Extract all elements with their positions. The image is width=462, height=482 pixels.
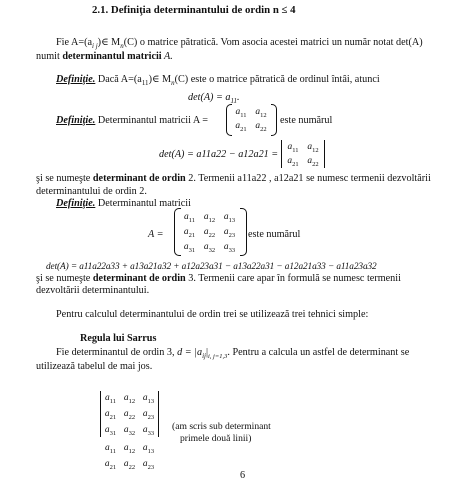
- definition-label: Definiţie.: [56, 74, 96, 85]
- sarrus-note-1: (am scris sub determinant: [172, 421, 271, 432]
- det-2-left-bar: [281, 140, 282, 168]
- matrix-2-right-bracket: [271, 104, 277, 136]
- matrix-3: $a_{11}$ $a_{12}$ $a_{13}$ $a_{21}$ $a_{22}$ $a_{23}$ $a_{31}$ $a_{32}$ $a_{33}$: [183, 212, 236, 254]
- sarrus-line-2: utilizează tabelul de mai jos.: [36, 361, 153, 372]
- definition-1: Definiţie. Dacă $A=(a_{11})\in$ $M_n(C)$ este o matrice pătratică de ordinul întâi, atunci: [56, 74, 380, 88]
- definition-3-formula: det(A) = a11a22a33 + a13a21a32 + a12a23a31 − a13a22a31 − a12a21a33 − a11a23a32: [46, 262, 377, 272]
- matrix-3-right-bracket: [240, 208, 247, 256]
- determinant-2: $a_{11}$ $a_{12}$ $a_{21}$ $a_{22}$: [287, 142, 319, 168]
- definition-2-formula: det(A) = a11a22 − a12a21 =: [159, 149, 279, 160]
- definition-label: Definiţie.: [56, 115, 96, 126]
- definition-2-explanation-2: determinantului de ordin 2.: [36, 186, 147, 197]
- definition-3-explanation-2: dezvoltării determinantului.: [36, 285, 150, 296]
- matrix-3-prefix: A =: [148, 229, 164, 240]
- sarrus-table: $a_{11}$ $a_{12}$ $a_{13}$ $a_{21}$ $a_{22}$ $a_{23}$ $a_{31}$ $a_{32}$ $a_{33}$ $a_{11}$ $a_{12}$ $a_{13}$ $a_{21}$ $a_{22}$ $a_{23}$: [104, 393, 155, 471]
- section-title: 2.1. Definiţia determinantului de ordin n ≤ 4: [92, 4, 296, 16]
- matrix-2: $a_{11}$ $a_{12}$ $a_{21}$ $a_{22}$: [235, 107, 267, 133]
- definition-3-suffix: este numărul: [248, 229, 301, 240]
- definition-3-explanation: şi se numeşte determinant de ordin 3. Termenii care apar în formulă se numesc termenii: [36, 273, 401, 284]
- intro-line-2: numit determinantul matricii A.: [36, 51, 173, 62]
- sarrus-title: Regula lui Sarrus: [80, 333, 157, 344]
- page-number: 6: [240, 470, 246, 481]
- sarrus-line-1: Fie determinantul de ordin 3, $d = |a_{ij}|_{i, j=1,3}$. Pentru a calcula un astfel de determinant se: [56, 347, 410, 361]
- definition-2: Definiţie. Determinantul matricii A =: [56, 115, 209, 126]
- definition-3: Definiţie. Determinantul matricii: [56, 198, 191, 209]
- definition-2-suffix: este numărul: [280, 115, 333, 126]
- definition-1-formula: $\det(A) = a_{11}$.: [188, 92, 240, 106]
- intro-line-1: Fie $A=(a_{i j})\in$ $M_n(C)$ o matrice pătratică. Vom asocia acestei matrici un număr notat det(A): [56, 37, 423, 51]
- definition-2-explanation: şi se numeşte determinant de ordin 2. Termenii a11a22 , a12a21 se numesc termenii dezvoltării: [36, 173, 431, 184]
- det-2-right-bar: [324, 140, 325, 168]
- definition-label: Definiţie.: [56, 198, 96, 209]
- methods-paragraph: Pentru calculul determinantului de ordin trei se utilizează trei tehnici simple:: [56, 309, 369, 320]
- sarrus-note-2: primele două linii): [180, 433, 252, 444]
